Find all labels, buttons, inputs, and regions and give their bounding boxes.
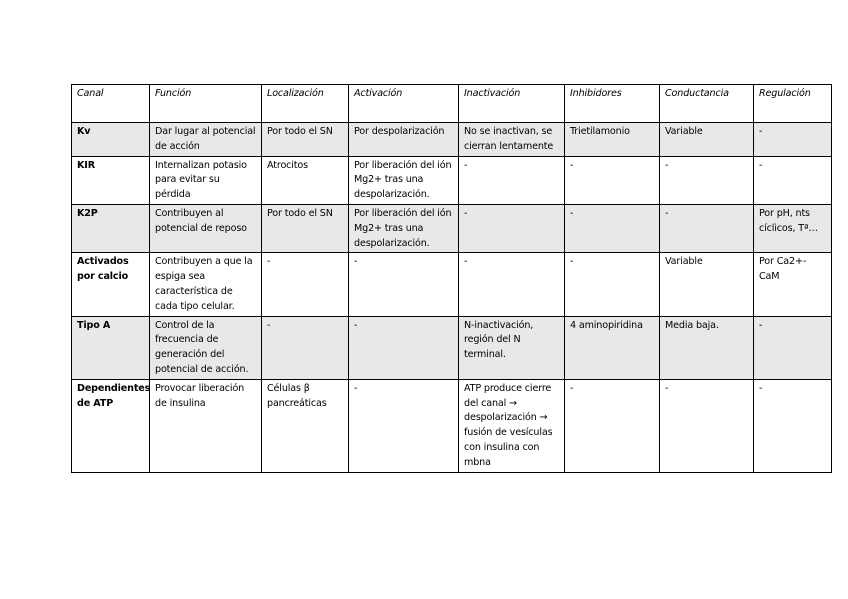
table-header-row (72, 85, 832, 123)
table-cell: - (349, 316, 459, 379)
table-cell: Variable (660, 123, 754, 157)
header-cell-inhibidores: Inhibidores (565, 85, 660, 123)
table-cell: Internalizan potasio para evitar su pérdida (150, 156, 262, 204)
table-cell: Por despolarización (349, 123, 459, 157)
table-cell: - (754, 156, 832, 204)
header-cell-activacion: Activación (349, 85, 459, 123)
table-cell: - (565, 204, 660, 252)
ion-channel-table (71, 84, 832, 473)
table-cell: KIR (72, 156, 150, 204)
table-cell: Células β pancreáticas (262, 379, 349, 472)
header-cell-regulacion: Regulación (754, 85, 832, 123)
header-cell-funcion: Función (150, 85, 262, 123)
header-cell-inactivacion: Inactivación (459, 85, 565, 123)
header-cell-localizacion: Localización (262, 85, 349, 123)
table-cell: - (459, 204, 565, 252)
table-cell: 4 aminopiridina (565, 316, 660, 379)
table-cell: - (754, 123, 832, 157)
table-cell: Por pH, nts cíclicos, Tª… (754, 204, 832, 252)
table-cell: ATP produce cierre del canal → despolarización → fusión de vesículas con insulina con mbna (459, 379, 565, 472)
table-cell: Por Ca2+-CaM (754, 253, 832, 316)
table-cell: Contribuyen a que la espiga sea característica de cada tipo celular. (150, 253, 262, 316)
table-cell: Media baja. (660, 316, 754, 379)
table-cell: Trietilamonio (565, 123, 660, 157)
header-cell-canal: Canal (72, 85, 150, 123)
table-cell: Por todo el SN (262, 204, 349, 252)
table-cell: - (349, 253, 459, 316)
table-cell: Por todo el SN (262, 123, 349, 157)
table-cell: K2P (72, 204, 150, 252)
table-row (72, 316, 832, 379)
table-cell: - (660, 156, 754, 204)
table-cell: - (754, 316, 832, 379)
table-row (72, 379, 832, 472)
table-row (72, 253, 832, 316)
table-cell: Por liberación del ión Mg2+ tras una despolarización. (349, 156, 459, 204)
table-cell: Provocar liberación de insulina (150, 379, 262, 472)
table-cell: - (262, 253, 349, 316)
table-cell: - (754, 379, 832, 472)
table-cell: Control de la frecuencia de generación del potencial de acción. (150, 316, 262, 379)
table-cell: Dependientes de ATP (72, 379, 150, 472)
table-row (72, 156, 832, 204)
table-cell: - (660, 379, 754, 472)
table-cell: Contribuyen al potencial de reposo (150, 204, 262, 252)
table-cell: Kv (72, 123, 150, 157)
table-cell: Dar lugar al potencial de acción (150, 123, 262, 157)
table-cell: Tipo A (72, 316, 150, 379)
table-cell: Activados por calcio (72, 253, 150, 316)
table-cell: - (565, 379, 660, 472)
table-cell: - (459, 156, 565, 204)
table-cell: Por liberación del ión Mg2+ tras una despolarización. (349, 204, 459, 252)
header-cell-conductancia: Conductancia (660, 85, 754, 123)
table-cell: - (565, 253, 660, 316)
table-cell: - (349, 379, 459, 472)
table-cell: Variable (660, 253, 754, 316)
table-cell: N-inactivación, región del N terminal. (459, 316, 565, 379)
table-cell: - (262, 316, 349, 379)
table-cell: - (660, 204, 754, 252)
table-cell: Atrocitos (262, 156, 349, 204)
table-cell: No se inactivan, se cierran lentamente (459, 123, 565, 157)
table-row (72, 123, 832, 157)
table-row (72, 204, 832, 252)
table-cell: - (565, 156, 660, 204)
table-cell: - (459, 253, 565, 316)
